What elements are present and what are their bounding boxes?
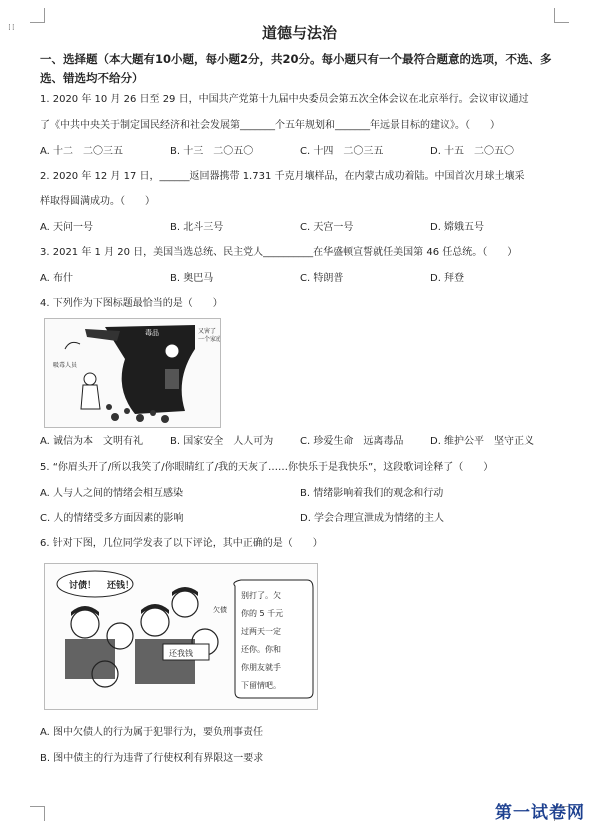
q2-option-b: B. 北斗三号 [170, 222, 224, 233]
page-title: 道德与法治 [261, 24, 337, 42]
question-1-line-1: 1. 2020 年 10 月 26 日至 29 日，中国共产党第十九届中央委员会第五次全体会议在北京举行。会议审议通过 [40, 94, 529, 105]
q5-option-c: C. 人的情绪受多方面因素的影响 [40, 513, 184, 524]
speech-line: 还你。你和 [241, 645, 281, 654]
q3-option-a: A. 布什 [40, 273, 74, 284]
q6-option-a: A. 图中欠债人的行为属于犯罪行为，要负刑事责任 [40, 727, 264, 738]
drug-cartoon-image [44, 318, 221, 428]
q4-option-a: A. 诚信为本 文明有礼 [40, 436, 144, 447]
question-6-line-1: 6. 针对下图，几位同学发表了以下评论，其中正确的是（ ） [40, 538, 323, 549]
debt-cartoon-drawing [45, 564, 317, 709]
speech-line: 过两天一定 [241, 627, 281, 636]
speech-line: 你朋友就手 [241, 663, 281, 672]
cartoon-label-debtor: 欠债 [213, 606, 227, 614]
cartoon-label-family: 又害了一个家庭 [198, 328, 220, 343]
question-4-line-1: 4. 下列作为下图标题最恰当的是（ ） [40, 298, 223, 309]
question-2-line-2: 样取得圆满成功。（ ） [40, 196, 155, 207]
q5-option-d: D. 学会合理宣泄成为情绪的主人 [300, 513, 445, 524]
q4-option-d: D. 维护公平 坚守正义 [430, 436, 535, 447]
page-corner-mark [554, 8, 569, 23]
speech-line: 别打了。欠 [241, 591, 281, 600]
debt-cartoon-image [44, 563, 318, 710]
q5-option-a: A. 人与人之间的情绪会相互感染 [40, 488, 184, 499]
q3-option-c: C. 特朗普 [300, 273, 344, 284]
cartoon-label-pay: 还钱！ [107, 581, 135, 591]
q2-option-d: D. 嫦娥五号 [430, 222, 485, 233]
drag-handle-icon[interactable]: ⁞⁞ [8, 23, 16, 33]
speech-line: 下留情吧。 [241, 681, 281, 690]
q3-option-b: B. 奥巴马 [170, 273, 214, 284]
q4-option-b: B. 国家安全 人人可为 [170, 436, 274, 447]
q1-option-b: B. 十三 二〇五〇 [170, 146, 254, 157]
cartoon-label-drug: 毒品 [145, 329, 159, 337]
question-2-line-1: 2. 2020 年 12 月 17 日，______返回器携带 1.731 千克月壤样品，在内蒙古成功着陆。中国首次月球土壤采 [40, 171, 525, 182]
cartoon-label-return-money: 还我钱 [169, 649, 193, 658]
question-1-line-2: 了《中共中央关于制定国民经济和社会发展第_______个五年规划和_______年远景目标的建议》。（ ） [40, 120, 500, 131]
q2-option-c: C. 天宫一号 [300, 222, 354, 233]
question-5-line-1: 5. “你眉头开了/所以我笑了/你眼睛红了/我的天灰了……你快乐于是我快乐”，这段歌词诠释了（ ） [40, 462, 494, 473]
q2-option-a: A. 天问一号 [40, 222, 94, 233]
page-corner-mark [30, 806, 45, 821]
q1-option-c: C. 十四 二〇三五 [300, 146, 384, 157]
q4-option-c: C. 珍爱生命 远离毒品 [300, 436, 404, 447]
cartoon-label-demand: 讨债！ [69, 581, 97, 591]
cartoon-label-addict: 吸毒人员 [53, 362, 78, 369]
q1-option-d: D. 十五 二〇五〇 [430, 146, 515, 157]
q5-option-b: B. 情绪影响着我们的观念和行动 [300, 488, 444, 499]
drug-cartoon-drawing [45, 319, 220, 427]
q3-option-d: D. 拜登 [430, 273, 465, 284]
speech-line: 你的 5 千元 [241, 609, 284, 618]
question-3-line-1: 3. 2021 年 1 月 20 日，美国当选总统、民主党人__________在华盛顿宣誓就任美国第 46 任总统。（ ） [40, 247, 518, 258]
section-heading: 一、选择题（本大题有10小题，每小题2分，共20分。每小题只有一个最符合题意的选项，不选、多选、错选均不给分） [40, 52, 552, 85]
site-watermark-logo: 第一试卷网 [495, 803, 585, 823]
q1-option-a: A. 十二 二〇三五 [40, 146, 124, 157]
q6-option-b: B. 图中债主的行为违背了行使权利有界限这一要求 [40, 753, 264, 764]
page-corner-mark [30, 8, 45, 23]
